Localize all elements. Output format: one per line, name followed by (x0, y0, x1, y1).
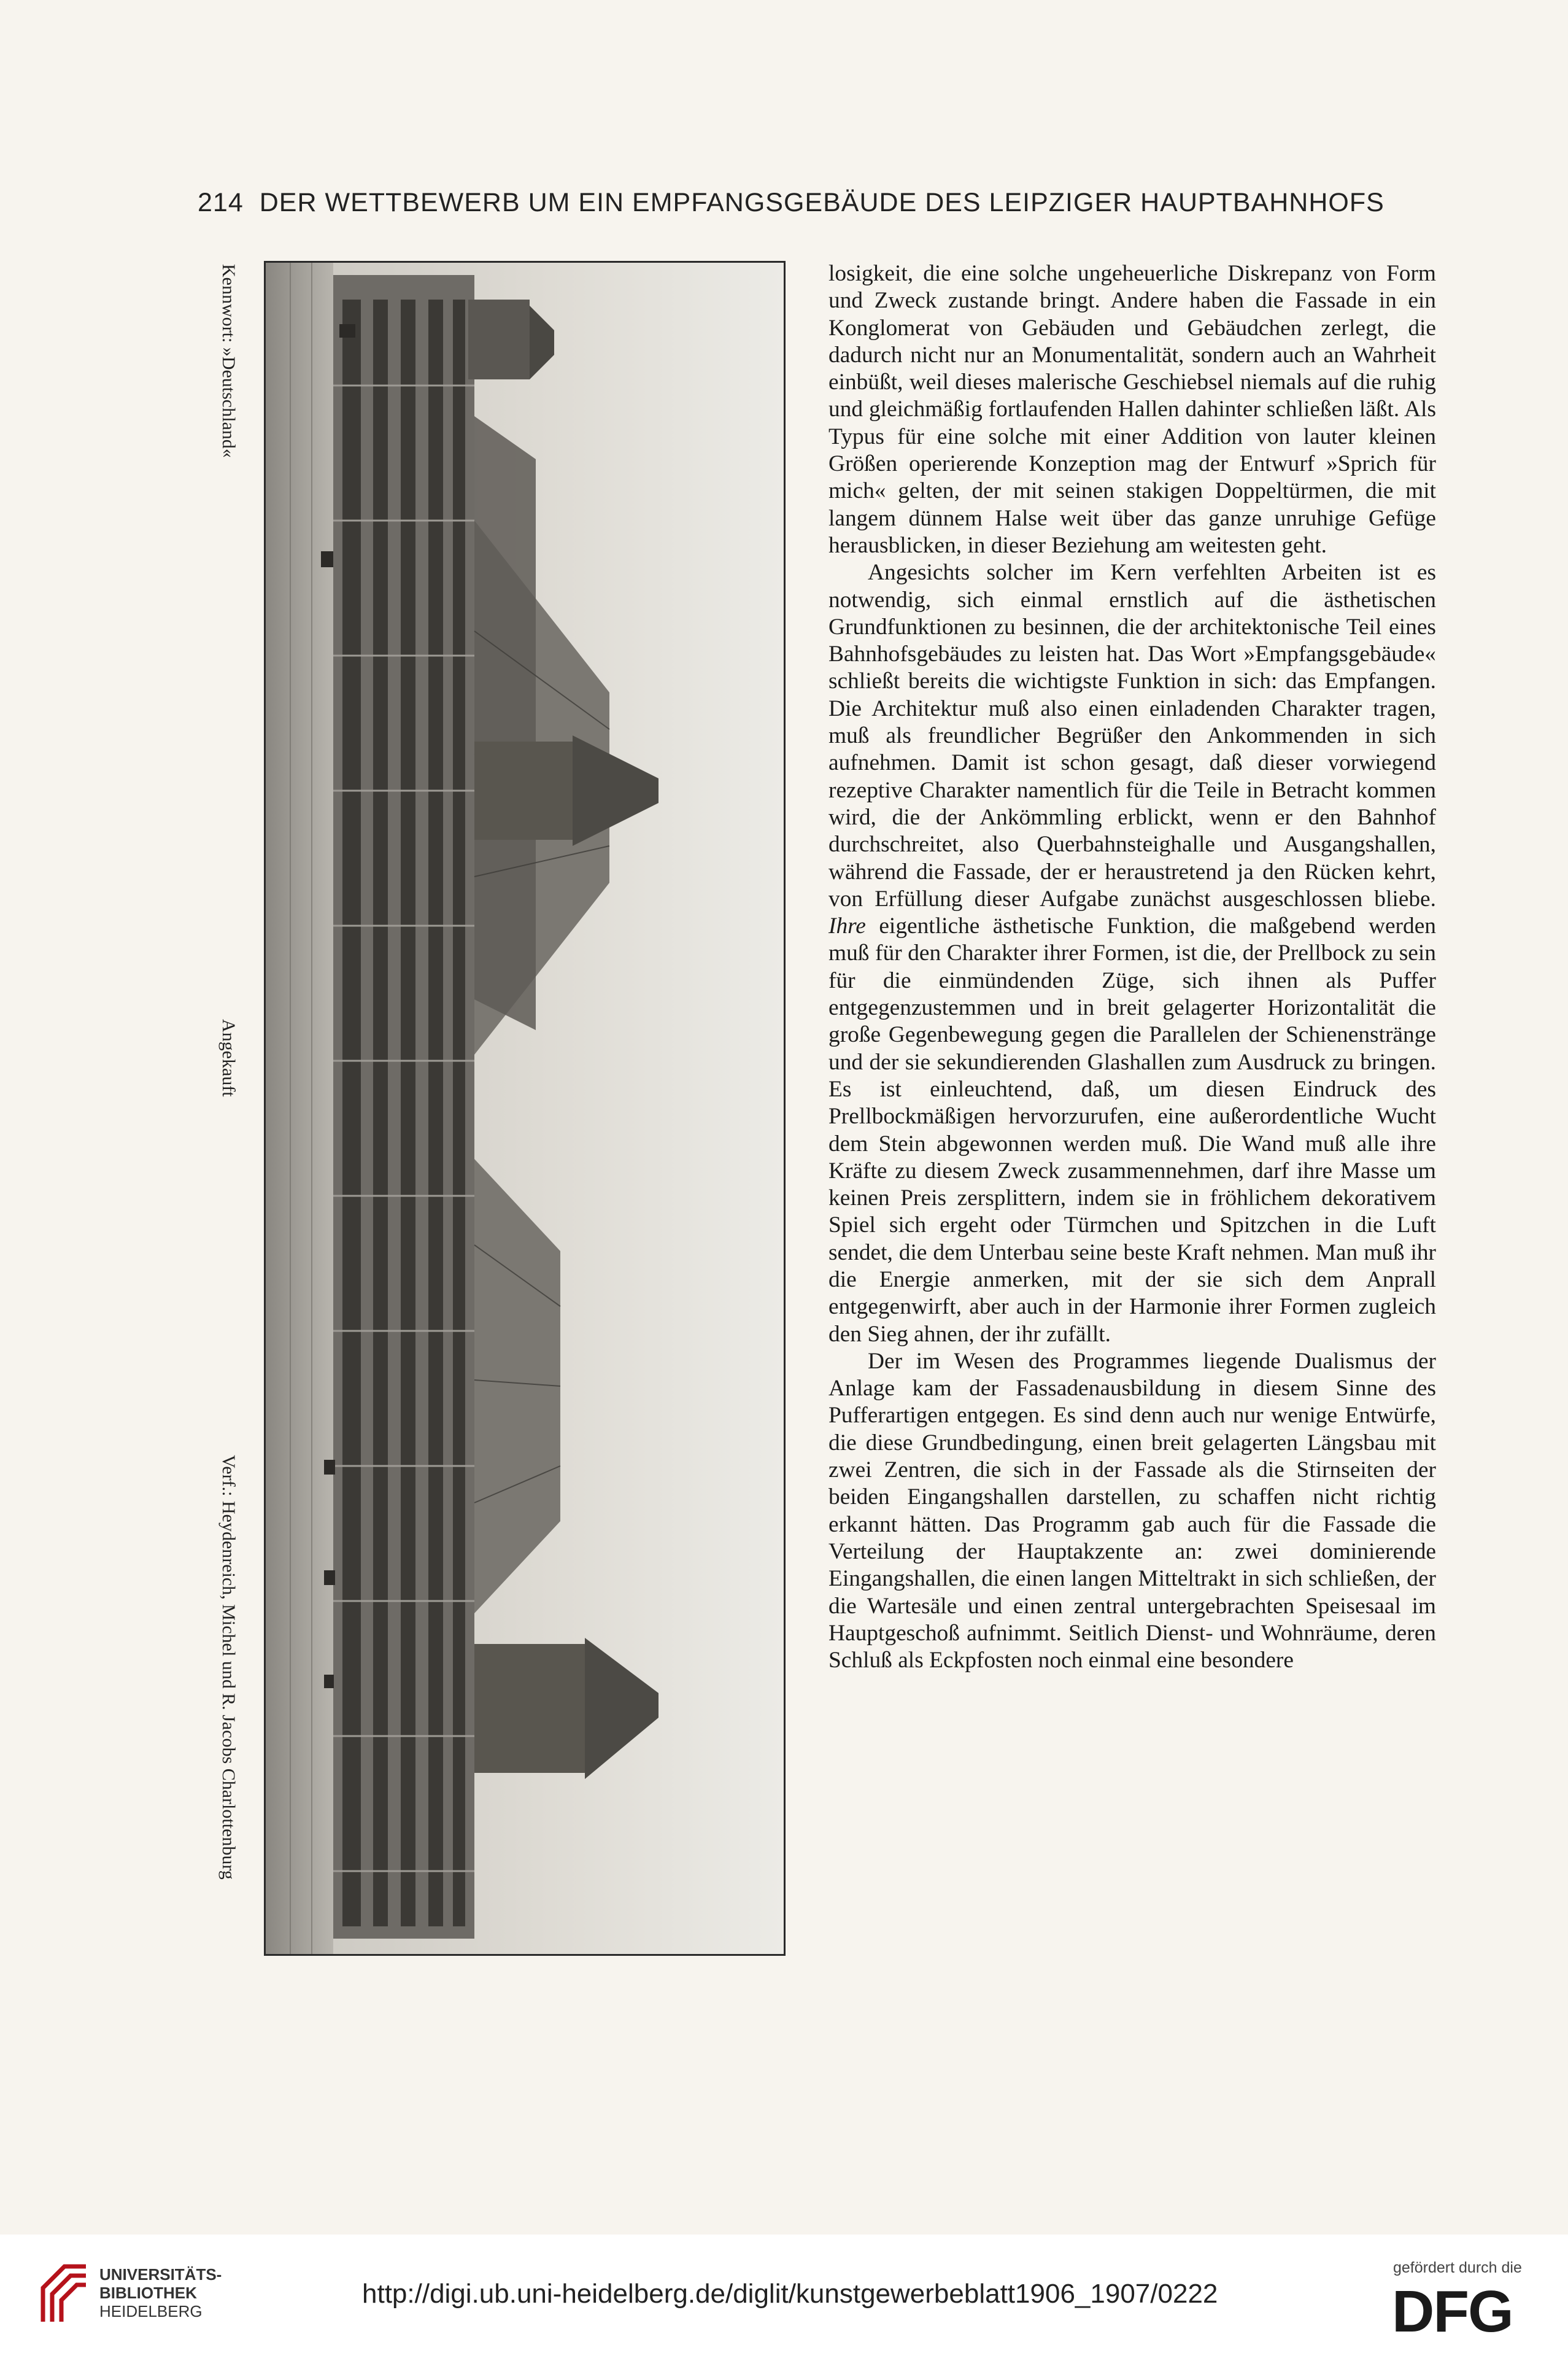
page-number: 214 (198, 188, 244, 217)
emphasis-ihre: Ihre (828, 913, 866, 939)
library-line-1: UNIVERSITÄTS- (99, 2265, 222, 2284)
library-line-3: HEIDELBERG (99, 2302, 203, 2320)
caption-motto: Kennwort: »Deutschland« (218, 264, 239, 458)
caption-status: Angekauft (218, 1019, 239, 1097)
caption-authors: Verf.: Heydenreich, Michel und R. Jacobs Charlottenburg (218, 1455, 239, 1880)
station-facade-drawing (266, 263, 784, 1954)
university-library-logo-icon (37, 2260, 92, 2328)
dfg-logo: DFG (1392, 2279, 1513, 2344)
funding-note: gefördert durch die (1393, 2259, 1522, 2276)
digitization-footer (0, 2235, 1568, 2353)
paragraph-2-main: Angesichts solcher im Kern verfehlten Arbeiten ist es notwendig, sich einmal ernstlich auf die ästhetischen Grundfunktionen zu besinnen, die der architektonische Teil eines Bahnhofsgebäudes zu leisten hat. Das Wort »Empfangsgebäude« schließt bereits die wichtigste Funktion in sich: das Empfangen. Die Architektur muß also einen einladenden Charakter tragen, muß als freundlicher Begrüßer den Ankommenden in sich aufnehmen. Damit ist schon gesagt, daß dieser vorwiegend rezeptive Charakter namentlich für die Teile in Betracht kommen wird, die der Ankömmling erblickt, wenn er den Bahnhof durchschreitet, also Querbahnsteighalle und Ausgangshallen, während die Fassade, der er heraustretend ja den Rücken kehrt, von Erfüllung dieser Aufgabe zunächst ausgeschlossen bliebe. (828, 560, 1436, 912)
paragraph-3: Der im Wesen des Programmes liegende Dualismus der Anlage kam der Fassadenausbildung in diesem Sinne des Pufferartigen entgegen. Es sind denn auch nur wenige Entwürfe, die diese Grundbedingung, einen breit gelagerten Längsbau mit zwei Zentren, die sich in der Fassade als die Stirnseiten der beiden Eingangshallen darstellen, zu schaffen nicht richtig erkannt hätten. Das Programm gab auch für die Fassade die Verteilung der Hauptakzente an: zwei dominierende Eingangshallen, die einen langen Mitteltrakt in sich schließen, der die Wartesäle und einen zentral untergebrachten Speisesaal im Hauptgeschoß aufnimmt. Seitlich Dienst- und Wohnräume, deren Schluß als Eckpfosten noch einmal eine besondere (828, 1348, 1436, 1673)
running-title: DER WETTBEWERB UM EIN EMPFANGSGEBÄUDE DES LEIPZIGER HAUPTBAHNHOFS (259, 188, 1385, 217)
paragraph-1: losigkeit, die eine solche ungeheuerliche Diskrepanz von Form und Zweck zustande bringt. Andere haben die Fassade in ein Konglomerat von Gebäuden und Gebäudchen zerlegt, die dadurch nicht nur an Monumentalität, sondern auch an Wahrheit einbüßt, weil dieses malerische Geschiebsel niemals auf die ruhig und gleichmäßig fortlaufenden Hallen dahinter schließen läßt. Als Typus für eine solche mit einer Addition von lauter kleinen Größen operierende Konzeption mag der Entwurf »Sprich für mich« gelten, der mit seinen stakigen Doppeltürmen, die mit langem dünnem Halse weit über das ganze unruhige Gefüge herausblicken, in dieser Beziehung am weitesten geht. (828, 261, 1436, 558)
library-name (99, 2265, 222, 2320)
plate-caption (207, 264, 249, 1949)
library-line-2: BIBLIOTHEK (99, 2284, 197, 2302)
permalink[interactable]: http://digi.ub.uni-heidelberg.de/diglit/kunstgewerbeblatt1906_1907/0222 (362, 2279, 1218, 2309)
architectural-illustration (264, 261, 786, 1956)
paragraph-2 (828, 559, 1436, 1348)
paragraph-2-rest: eigentliche ästhetische Funktion, die maßgebend werden muß für den Charakter ihrer Formen, ist die, der Prellbock zu sein für die einmündenden Züge, sich ihnen als Puffer entgegenzustemmen und in breit gelagerter Horizontalität die große Gegenbewegung gegen die Parallelen der Schienenstränge und der sie sekundierenden Glashallen zum Ausdruck zu bringen. Es ist einleuchtend, daß, um diesen Eindruck des Prellbockmäßigen hervorzurufen, eine außerordentliche Wucht dem Stein abgewonnen werden muß. Die Wand muß alle ihre Kräfte zu diesem Zweck zusammennehmen, darf ihre Masse um keinen Preis zersplittern, indem sie in fröhlichem dekorativem Spiel sich ergeht oder Türmchen und Spitzchen in die Luft sendet, die dem Unterbau seine beste Kraft nehmen. Man muß ihr die Energie anmerken, mit der sie sich dem Anprall entgegenwirft, aber auch in der Harmonie ihrer Formen zugleich den Sieg ahnen, der ihr zufällt. (828, 913, 1436, 1347)
body-text (828, 260, 1436, 1674)
running-header (198, 188, 1419, 235)
